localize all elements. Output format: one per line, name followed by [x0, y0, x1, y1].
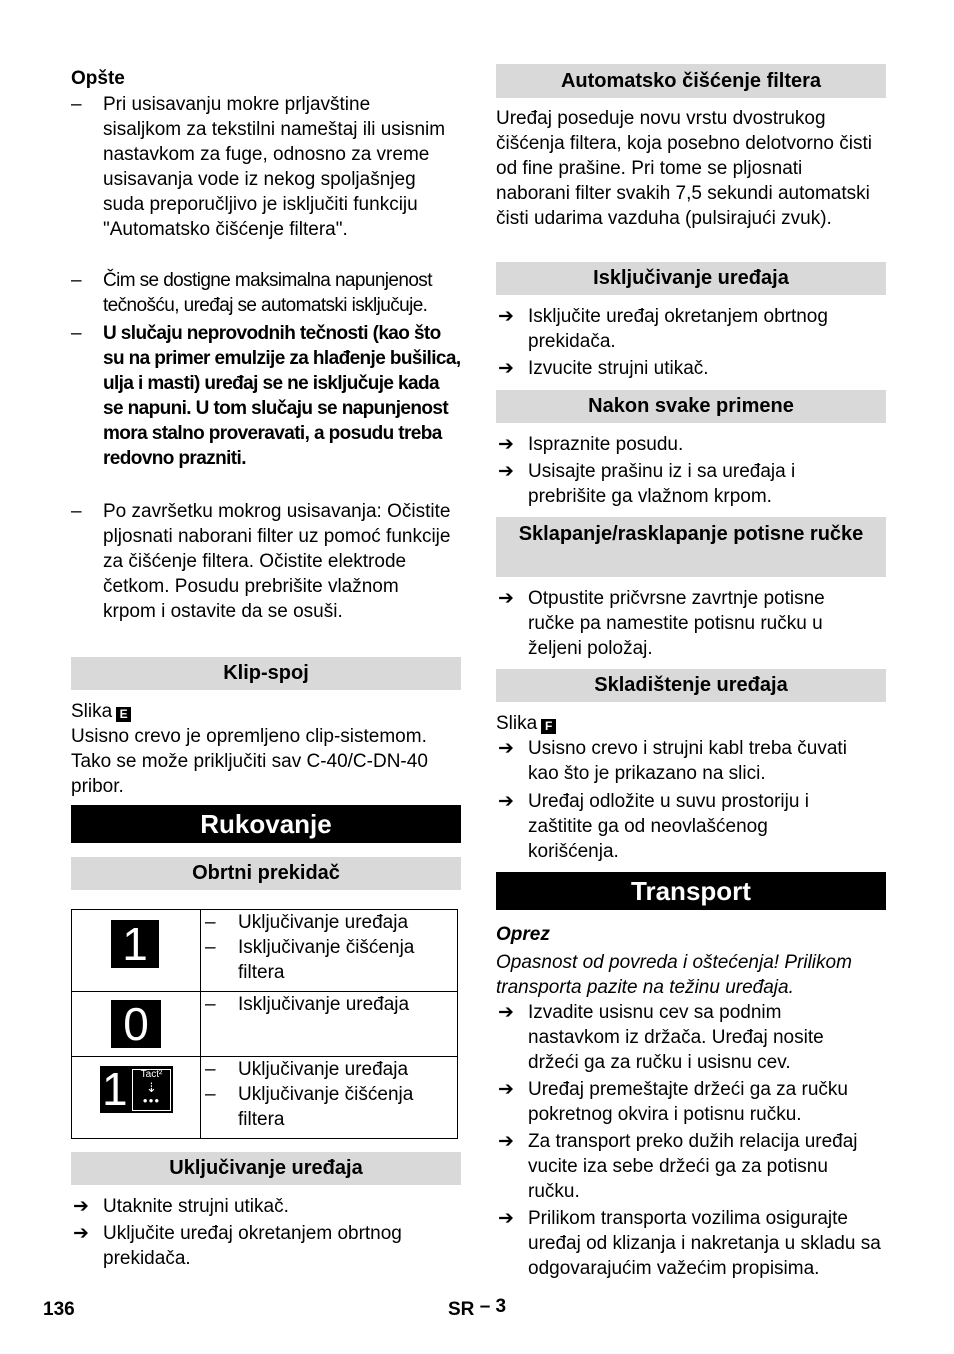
chapter-rukovanje: Rukovanje	[71, 805, 461, 843]
switch-row-2	[72, 992, 458, 1057]
switch-row-1	[72, 910, 458, 992]
symbol-0-icon: 0	[111, 1000, 161, 1048]
footer-lang-code: SR	[448, 1299, 475, 1320]
power-off-step-2: ➔ Izvucite strujni utikač.	[498, 358, 709, 379]
footer-separator: –	[479, 1296, 491, 1317]
general-heading: Opšte	[71, 68, 125, 89]
footer-lang	[448, 1296, 507, 1321]
switch-text-cell-1	[201, 910, 458, 992]
auto-clean-text: Uređaj poseduje novu vrstu dvostrukog čišćenja filtera, koja posebno delotvorno čisti od fine prašine. Pri tome se pljosnati naborani filter svakih 7,5 sekundi automatski čisti udarima vazduha (pulsirajući zvuk).	[496, 108, 872, 229]
symbol-1-tact-icon	[100, 1063, 173, 1115]
arrow-right-icon: ➔	[498, 306, 514, 327]
clip-heading: Klip-spoj	[71, 657, 461, 690]
arrow-right-icon: ➔	[73, 1196, 89, 1217]
power-off-step-1: ➔ Isključite uređaj okretanjem obrtnog prekidača.	[498, 306, 828, 352]
arrow-right-icon: ➔	[498, 1002, 514, 1023]
general-item-4-text: Po završetku mokrog usisavanja: Očistite pljosnati naborani filter uz pomoć funkcije za čišćenje filtera. Očistite elektrode četkom. Posudu prebrišite vlažnom krpom i ostavite da se osuši.	[103, 501, 451, 622]
after-use-step-1: ➔ Ispraznite posudu.	[498, 434, 684, 455]
tact-dots-icon: ●●●	[142, 1096, 161, 1105]
general-item-2: – Čim se dostigne maksimalna napunjenost tečnošću, uređaj se automatski isključuje.	[71, 268, 461, 318]
general-item-2-text: Čim se dostigne maksimalna napunjenost tečnošću, uređaj se automatski isključuje.	[103, 270, 432, 316]
storage-figure-ref	[496, 711, 556, 736]
tact-symbol-digit: 1	[102, 1063, 128, 1115]
figure-f-icon: F	[541, 719, 556, 734]
clip-figure-ref	[71, 699, 131, 724]
arrow-right-icon: ➔	[73, 1223, 89, 1244]
transport-step-4: ➔ Prilikom transporta vozilima osigurajte uređaj od klizanja i nakretanja u skladu sa odgovarajućim važećim propisima.	[498, 1208, 881, 1279]
switch-row-3-item-1: – Uključivanje uređaja	[205, 1059, 409, 1080]
switch-symbol-cell-3	[72, 1057, 201, 1139]
caution-title: Oprez	[496, 924, 550, 945]
switch-symbol-cell-2	[72, 992, 201, 1057]
arrow-right-icon: ➔	[498, 1079, 514, 1100]
storage-step-1: ➔ Usisno crevo i strujni kabl treba čuvati kao što je prikazano na slici.	[498, 738, 847, 784]
transport-step-1: ➔ Izvadite usisnu cev sa podnim nastavkom iz držača. Uređaj nosite držeći ga za ručku i usisnu cev.	[498, 1002, 824, 1073]
switch-text-cell-3	[201, 1057, 458, 1139]
power-off-heading: Isključivanje uređaja	[496, 262, 886, 295]
transport-step-2: ➔ Uređaj premeštajte držeći ga za ručku pokretnog okvira i potisnu ručku.	[498, 1079, 848, 1125]
storage-step-2: ➔ Uređaj odložite u suvu prostoriju i zaštitite ga od neovlašćenog korišćenja.	[498, 791, 809, 862]
arrow-right-icon: ➔	[498, 1208, 514, 1229]
storage-figure-label: Slika	[496, 713, 538, 734]
tact-badge-label: Tact²	[140, 1069, 163, 1080]
arrow-right-icon: ➔	[498, 461, 514, 482]
arrow-right-icon: ➔	[498, 358, 514, 379]
footer-sub-page: 3	[495, 1296, 507, 1317]
figure-e-icon: E	[116, 707, 131, 722]
switch-text-cell-2	[201, 992, 458, 1057]
switch-row-2-item-1: – Isključivanje uređaja	[205, 994, 410, 1015]
switch-heading: Obrtni prekidač	[71, 857, 461, 890]
arrow-right-icon: ➔	[498, 738, 514, 759]
switch-row-1-item-2: – Isključivanje čišćenja filtera	[205, 937, 415, 983]
page-number: 136	[43, 1299, 75, 1320]
after-use-step-2: ➔ Usisajte prašinu iz i sa uređaja i prebrišite ga vlažnom krpom.	[498, 461, 796, 507]
auto-clean-heading: Automatsko čišćenje filtera	[496, 64, 886, 98]
switch-row-1-item-1: – Uključivanje uređaja	[205, 912, 409, 933]
general-item-3-text: U slučaju neprovodnih tečnosti (kao što su na primer emulzije za hlađenje bušilica, ulja i masti) uređaj se ne isključuje kada se napuni. U tom slučaju se napunjenost mora stalno proveravati, a posudu treba redovno prazniti.	[103, 323, 461, 469]
power-on-step-2: ➔ Uključite uređaj okretanjem obrtnog prekidača.	[73, 1223, 402, 1269]
general-item-3: – U slučaju neprovodnih tečnosti (kao što su na primer emulzije za hlađenje bušilica, ulja i masti) uređaj se ne isključuje kada se napuni. U tom slučaju se napunjenost mora stalno proveravati, a posudu treba redovno prazniti.	[71, 323, 461, 469]
tact-arrow-icon: ⇣	[146, 1080, 157, 1095]
arrow-right-icon: ➔	[498, 434, 514, 455]
switch-symbol-cell-1	[72, 910, 201, 992]
general-item-1-text: Pri usisavanju mokre prljavštine sisaljkom za tekstilni nameštaj ili usisnim nastavkom za fuge, odnosno za vreme usisavanja vode iz nekog spoljašnjeg suda preporučljivo je isključiti funkciju "Automatsko čišćenje filtera".	[103, 94, 446, 240]
storage-heading: Skladištenje uređaja	[496, 669, 886, 702]
chapter-transport: Transport	[496, 872, 886, 910]
symbol-1-icon: 1	[111, 920, 159, 968]
switch-row-3-item-2: – Uključivanje čišćenja filtera	[205, 1084, 414, 1130]
caution-text: Opasnost od povreda i oštećenja! Prilikom transporta pazite na težinu uređaja.	[496, 952, 852, 998]
switch-row-3	[72, 1057, 458, 1139]
switch-table	[71, 909, 458, 1139]
arrow-right-icon: ➔	[498, 1131, 514, 1152]
handle-heading: Sklapanje/rasklapanje potisne ručke	[496, 517, 886, 577]
transport-step-3: ➔ Za transport preko dužih relacija uređaj vucite iza sebe držeći ga za potisnu ručku.	[498, 1131, 858, 1202]
clip-text: Usisno crevo je opremljeno clip-sistemom. Tako se može priključiti sav C-40/C-DN-40 pribor.	[71, 726, 428, 797]
general-item-4: – Po završetku mokrog usisavanja: Očistite pljosnati naborani filter uz pomoć funkcije za čišćenje filtera. Očistite elektrode četkom. Posudu prebrišite vlažnom krpom i ostavite da se osuši.	[71, 499, 461, 624]
after-use-heading: Nakon svake primene	[496, 390, 886, 423]
clip-figure-label: Slika	[71, 701, 113, 722]
handle-step-1: ➔ Otpustite pričvrsne zavrtnje potisne ručke pa namestite potisnu ručku u željeni položaj.	[498, 588, 825, 659]
power-on-step-1: ➔ Utaknite strujni utikač.	[73, 1196, 289, 1217]
power-on-heading: Uključivanje uređaja	[71, 1152, 461, 1185]
arrow-right-icon: ➔	[498, 791, 514, 812]
arrow-right-icon: ➔	[498, 588, 514, 609]
general-item-1: – Pri usisavanju mokre prljavštine sisaljkom za tekstilni nameštaj ili usisnim nastavkom za fuge, odnosno za vreme usisavanja vode iz nekog spoljašnjeg suda preporučljivo je isključiti funkciju "Automatsko čišćenje filtera".	[71, 92, 461, 242]
